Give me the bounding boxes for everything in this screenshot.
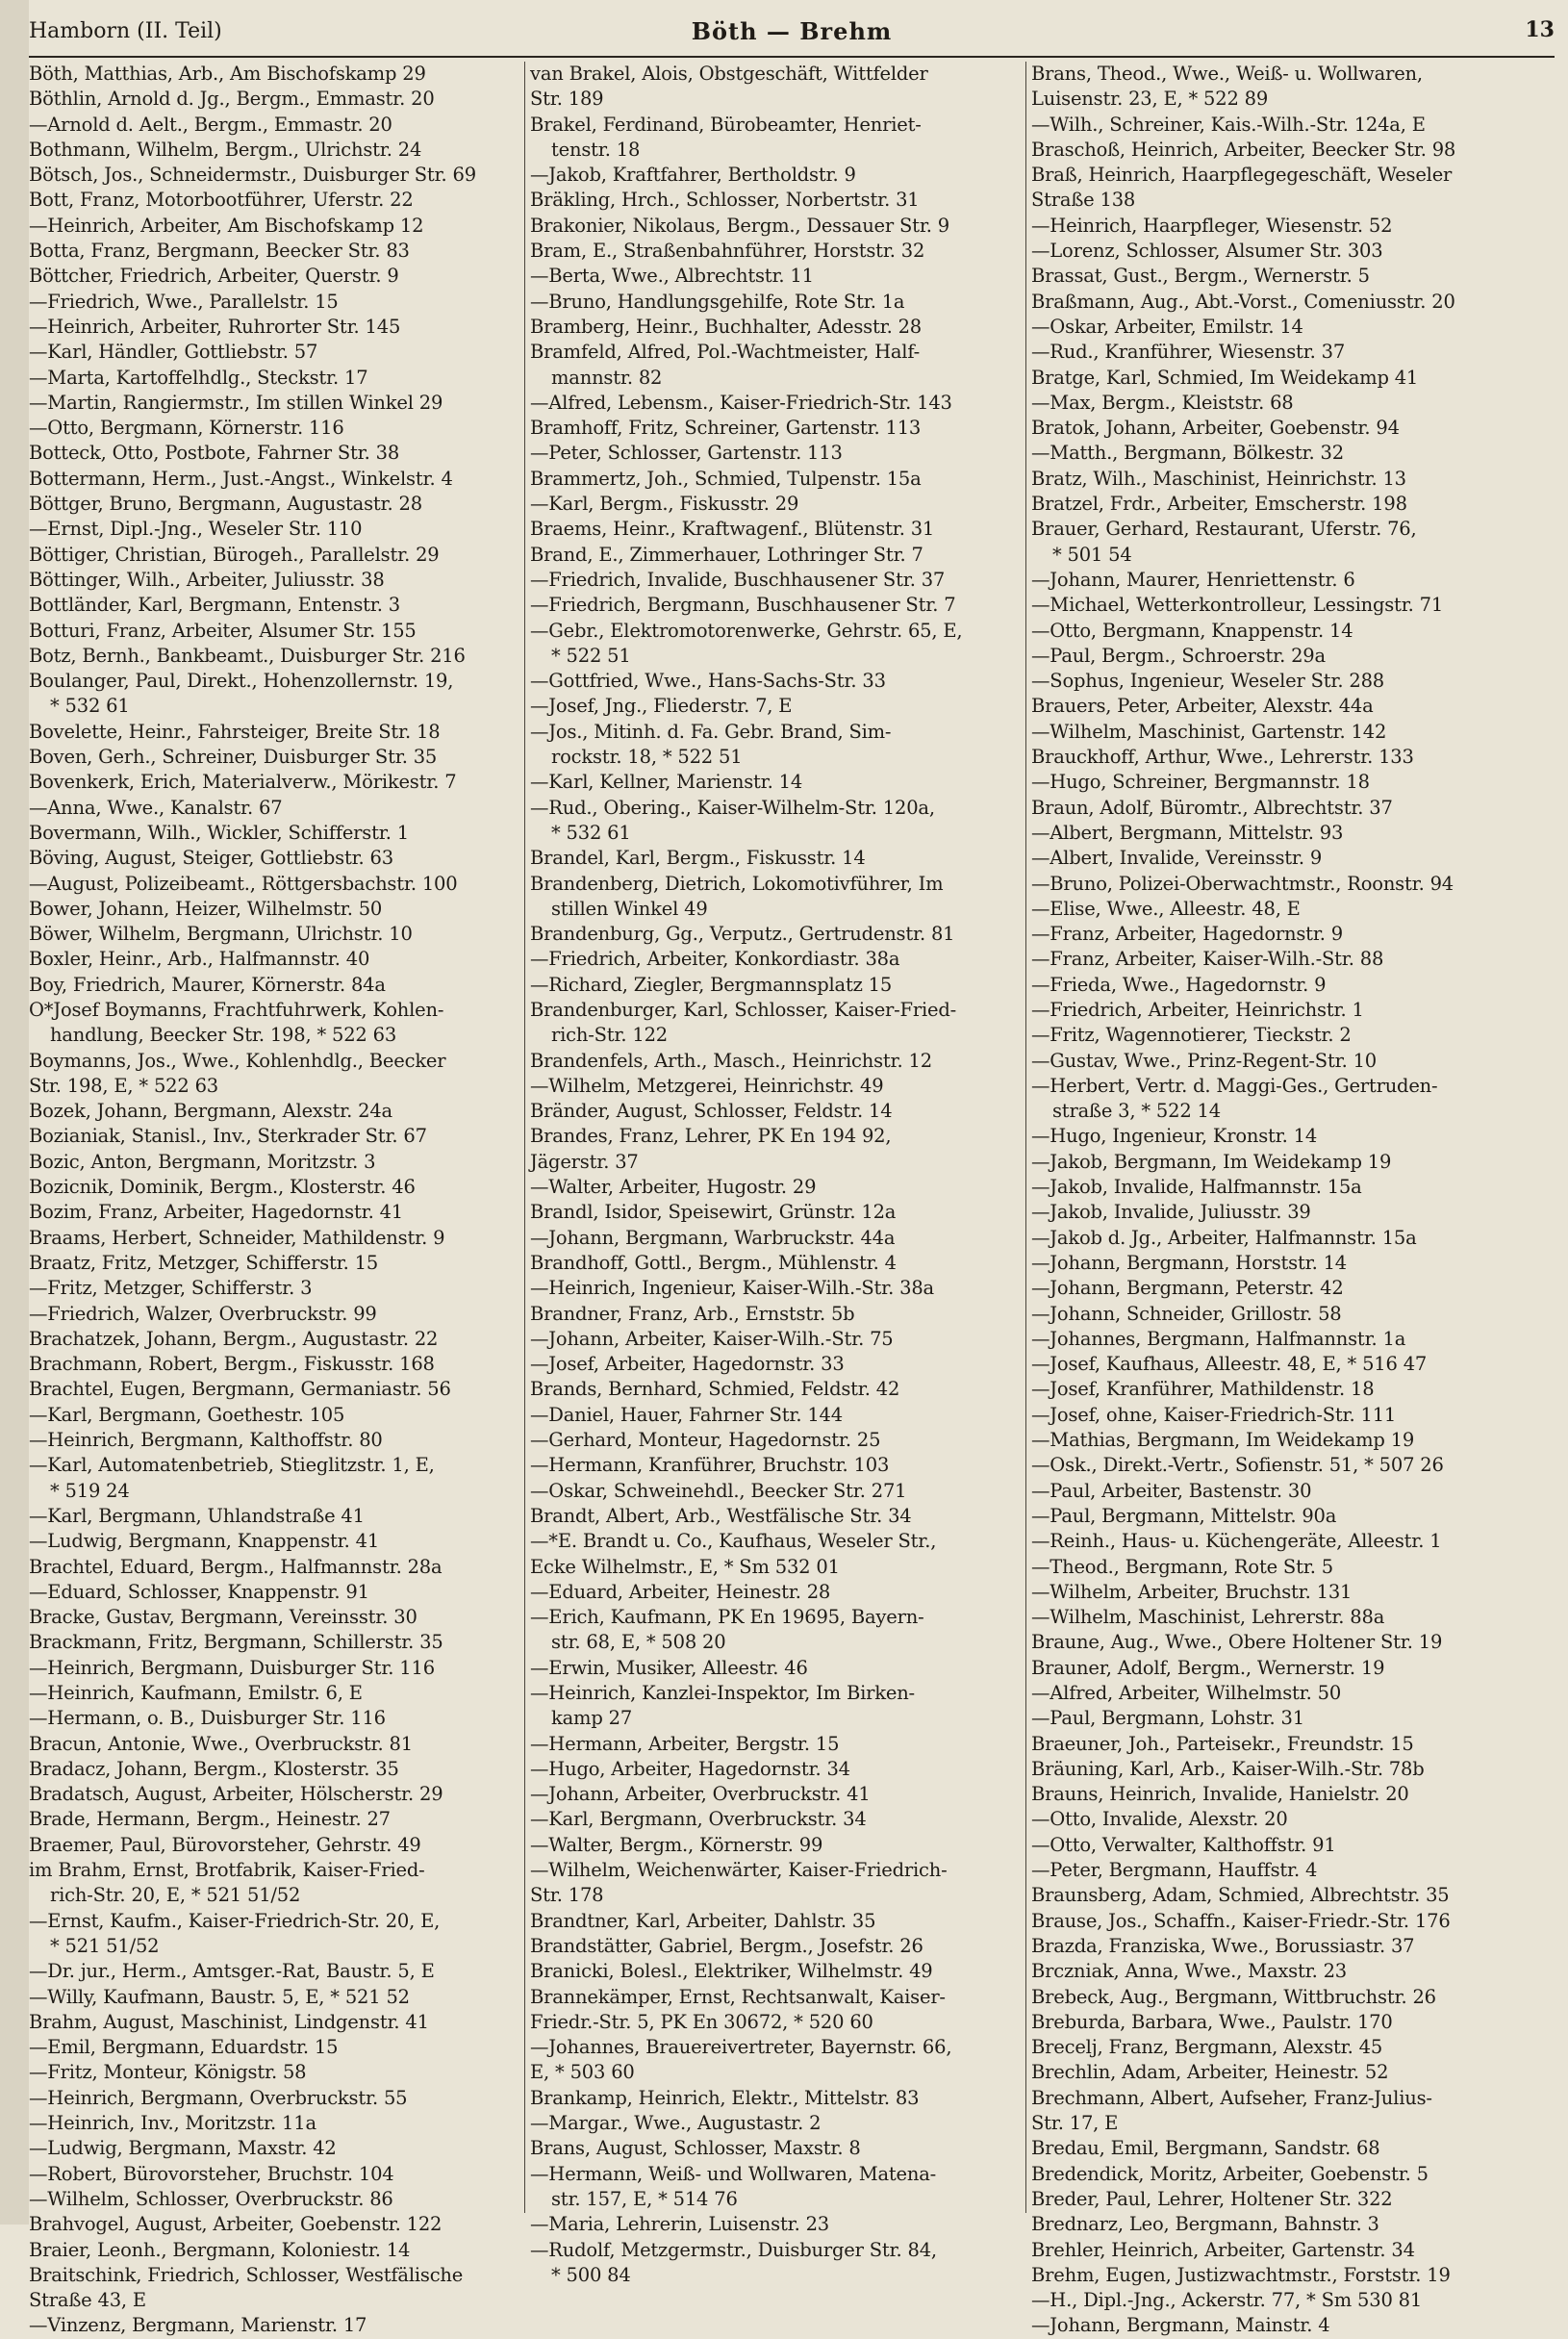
directory-entry: —Johann, Schneider, Grillostr. 58 xyxy=(1031,1302,1342,1325)
directory-entry: —*E. Brandt u. Co., Kaufhaus, Weseler Str., xyxy=(530,1530,937,1553)
directory-entry: —Karl, Bergmann, Uhlandstraße 41 xyxy=(29,1504,365,1527)
directory-entry: —Wilhelm, Maschinist, Lehrerstr. 88a xyxy=(1031,1606,1385,1629)
directory-entry: —Johannes, Brauereivertreter, Bayernstr. 66, xyxy=(530,2036,952,2059)
directory-entry: —Rud., Obering., Kaiser-Wilhelm-Str. 120a, xyxy=(530,796,935,819)
directory-entry: Str. 198, E, * 522 63 xyxy=(29,1074,218,1097)
directory-entry: * 532 61 xyxy=(50,695,130,718)
directory-entry: Brachtel, Eugen, Bergmann, Germaniastr. 56 xyxy=(29,1378,451,1401)
directory-entry: Brands, Bernhard, Schmied, Feldstr. 42 xyxy=(530,1378,900,1401)
directory-entry: Braßmann, Aug., Abt.-Vorst., Comeniusstr. 20 xyxy=(1031,290,1455,313)
header-rule xyxy=(29,56,1555,58)
directory-entry: —Johann, Arbeiter, Overbruckstr. 41 xyxy=(530,1783,871,1806)
column-1 xyxy=(29,62,520,2337)
directory-entry: —Osk., Direkt.-Vertr., Sofienstr. 51, * 507 26 xyxy=(1031,1454,1444,1477)
directory-entry: —Paul, Bergmann, Lohstr. 31 xyxy=(1031,1707,1304,1730)
directory-entry: Bovelette, Heinr., Fahrsteiger, Breite Str. 18 xyxy=(29,720,441,743)
directory-entry: Bratz, Wilh., Maschinist, Heinrichstr. 13 xyxy=(1031,467,1406,490)
directory-entry: —Hermann, Weiß- und Wollwaren, Matena- xyxy=(530,2162,937,2185)
directory-entry: rich-Str. 122 xyxy=(551,1024,669,1047)
directory-entry: —Berta, Wwe., Albrechtstr. 11 xyxy=(530,265,814,288)
directory-entry: Brachatzek, Johann, Bergm., Augustastr. 22 xyxy=(29,1327,439,1350)
directory-entry: str. 68, E, * 508 20 xyxy=(551,1631,726,1654)
directory-entry: tenstr. 18 xyxy=(551,138,641,161)
directory-entry: Brazda, Franziska, Wwe., Borussiastr. 37 xyxy=(1031,1934,1415,1957)
directory-entry: —Hugo, Ingenieur, Kronstr. 14 xyxy=(1031,1125,1318,1148)
directory-entry: Botta, Franz, Bergmann, Beecker Str. 83 xyxy=(29,240,410,263)
directory-entry: —Gottfried, Wwe., Hans-Sachs-Str. 33 xyxy=(530,670,886,693)
directory-entry: —Maria, Lehrerin, Luisenstr. 23 xyxy=(530,2213,829,2236)
directory-entry: Brade, Hermann, Bergm., Heinestr. 27 xyxy=(29,1808,391,1831)
directory-entry: —August, Polizeibeamt., Röttgersbachstr. 100 xyxy=(29,872,458,895)
directory-entry: —Reinh., Haus- u. Küchengeräte, Alleestr. 1 xyxy=(1031,1530,1442,1553)
directory-entry: Brednarz, Leo, Bergmann, Bahnstr. 3 xyxy=(1031,2213,1379,2236)
directory-entry: Brassat, Gust., Bergm., Wernerstr. 5 xyxy=(1031,265,1370,288)
directory-entry: Brackmann, Fritz, Bergmann, Schillerstr. 35 xyxy=(29,1631,443,1654)
directory-entry: —Otto, Invalide, Alexstr. 20 xyxy=(1031,1808,1288,1831)
directory-entry: Bovermann, Wilh., Wickler, Schifferstr. 1 xyxy=(29,821,409,844)
directory-entry: Bozek, Johann, Bergmann, Alexstr. 24a xyxy=(29,1100,392,1123)
directory-entry: —Karl, Automatenbetrieb, Stieglitzstr. 1, E, xyxy=(29,1454,435,1477)
directory-entry: —Karl, Kellner, Marienstr. 14 xyxy=(530,771,803,794)
directory-entry: Breder, Paul, Lehrer, Holtener Str. 322 xyxy=(1031,2187,1393,2210)
directory-entry: —Heinrich, Kanzlei-Inspektor, Im Birken- xyxy=(530,1682,915,1704)
directory-entry: Braemer, Paul, Bürovorsteher, Gehrstr. 49 xyxy=(29,1833,421,1856)
directory-entry: —Ludwig, Bergmann, Maxstr. 42 xyxy=(29,2137,337,2160)
page-header xyxy=(29,8,1555,52)
directory-entry: —Alfred, Lebensm., Kaiser-Friedrich-Str. 143 xyxy=(530,391,952,414)
directory-entry: —Johannes, Bergmann, Halfmannstr. 1a xyxy=(1031,1327,1406,1350)
directory-entry: —Robert, Bürovorsteher, Bruchstr. 104 xyxy=(29,2162,394,2185)
directory-entry: —Erwin, Musiker, Alleestr. 46 xyxy=(530,1656,808,1679)
directory-entry: Bozicnik, Dominik, Bergm., Klosterstr. 46 xyxy=(29,1176,416,1199)
directory-entry: Brahvogel, August, Arbeiter, Goebenstr. 122 xyxy=(29,2213,443,2236)
directory-entry: Braeuner, Joh., Parteisekr., Freundstr. 15 xyxy=(1031,1732,1414,1755)
directory-entry: —Theod., Bergmann, Rote Str. 5 xyxy=(1031,1555,1333,1578)
directory-entry: —Emil, Bergmann, Eduardstr. 15 xyxy=(29,2036,339,2059)
directory-entry: * 521 51/52 xyxy=(50,1934,160,1957)
directory-entry: —Heinrich, Bergmann, Kalthoffstr. 80 xyxy=(29,1429,383,1452)
directory-entry: —H., Dipl.-Jng., Ackerstr. 77, * Sm 530 81 xyxy=(1031,2289,1423,2312)
directory-entry: —Friedrich, Invalide, Buschhausener Str. 37 xyxy=(530,568,946,591)
directory-entry: Brechmann, Albert, Aufseher, Franz-Julius- xyxy=(1031,2086,1432,2109)
directory-entry: —Jos., Mitinh. d. Fa. Gebr. Brand, Sim- xyxy=(530,720,892,743)
directory-entry: —Friedrich, Arbeiter, Heinrichstr. 1 xyxy=(1031,998,1364,1021)
page-number: 13 xyxy=(1525,17,1555,42)
directory-entry: —Margar., Wwe., Augustastr. 2 xyxy=(530,2112,822,2135)
directory-entry: Bötsch, Jos., Schneidermstr., Duisburger Str. 69 xyxy=(29,164,476,187)
directory-entry: Böving, August, Steiger, Gottliebstr. 63 xyxy=(29,847,393,870)
directory-entry: —Karl, Händler, Gottliebstr. 57 xyxy=(29,341,318,364)
directory-entry: Brandstätter, Gabriel, Bergm., Josefstr. 26 xyxy=(530,1934,923,1957)
directory-entry: Brandenfels, Arth., Masch., Heinrichstr. 12 xyxy=(530,1049,932,1072)
directory-entry: —Heinrich, Bergmann, Duisburger Str. 116 xyxy=(29,1656,435,1679)
directory-entry: Brandes, Franz, Lehrer, PK En 194 92, xyxy=(530,1125,892,1148)
directory-entry: —Elise, Wwe., Alleestr. 48, E xyxy=(1031,897,1301,920)
directory-entry: —Walter, Bergm., Körnerstr. 99 xyxy=(530,1833,823,1856)
directory-entry: Brankamp, Heinrich, Elektr., Mittelstr. 83 xyxy=(530,2086,920,2109)
directory-entry: —Heinrich, Haarpfleger, Wiesenstr. 52 xyxy=(1031,214,1393,237)
directory-entry: —Peter, Bergmann, Hauffstr. 4 xyxy=(1031,1859,1318,1882)
directory-entry: Braschoß, Heinrich, Arbeiter, Beecker Str. 98 xyxy=(1031,138,1456,161)
directory-entry: Brand, E., Zimmerhauer, Lothringer Str. 7 xyxy=(530,543,923,566)
directory-entry: —Johann, Bergmann, Horststr. 14 xyxy=(1031,1251,1348,1274)
directory-entry: * 522 51 xyxy=(551,644,631,667)
directory-entry: —Johann, Bergmann, Mainstr. 4 xyxy=(1031,2314,1330,2337)
directory-entry: —Herbert, Vertr. d. Maggi-Ges., Gertruden- xyxy=(1031,1074,1438,1097)
directory-entry: Brebeck, Aug., Bergmann, Wittbruchstr. 26 xyxy=(1031,1985,1436,2008)
directory-entry: —Johann, Bergmann, Peterstr. 42 xyxy=(1031,1277,1344,1300)
directory-entry: Str. 189 xyxy=(530,88,604,111)
directory-entry: Brandenburg, Gg., Verputz., Gertrudenstr. 81 xyxy=(530,923,955,946)
directory-entry: Bredendick, Moritz, Arbeiter, Goebenstr. 5 xyxy=(1031,2162,1429,2185)
directory-entry: —Albert, Invalide, Vereinsstr. 9 xyxy=(1031,847,1323,870)
directory-entry: —Eduard, Arbeiter, Heinestr. 28 xyxy=(530,1580,831,1603)
directory-entry: —Sophus, Ingenieur, Weseler Str. 288 xyxy=(1031,670,1384,693)
directory-entry: —Oskar, Schweinehdl., Beecker Str. 271 xyxy=(530,1479,907,1502)
directory-entry: —Anna, Wwe., Kanalstr. 67 xyxy=(29,796,283,819)
directory-entry: —Ernst, Kaufm., Kaiser-Friedrich-Str. 20, E, xyxy=(29,1909,441,1932)
directory-entry: —Erich, Kaufmann, PK En 19695, Bayern- xyxy=(530,1606,924,1629)
directory-entry: Bredau, Emil, Bergmann, Sandstr. 68 xyxy=(1031,2137,1380,2160)
directory-entry: Bott, Franz, Motorbootführer, Uferstr. 22 xyxy=(29,189,414,212)
directory-entry: Braitschink, Friedrich, Schlosser, Westfälische xyxy=(29,2263,464,2286)
directory-entry: Bram, E., Straßenbahnführer, Horststr. 32 xyxy=(530,240,925,263)
directory-entry: —Franz, Arbeiter, Hagedornstr. 9 xyxy=(1031,923,1344,946)
directory-entry: Brczniak, Anna, Wwe., Maxstr. 23 xyxy=(1031,1960,1347,1983)
directory-entry: —Hermann, Kranführer, Bruchstr. 103 xyxy=(530,1454,890,1477)
directory-entry: —Frieda, Wwe., Hagedornstr. 9 xyxy=(1031,973,1327,996)
directory-entry: Brauckhoff, Arthur, Wwe., Lehrerstr. 133 xyxy=(1031,746,1414,769)
directory-entry: —Otto, Verwalter, Kalthoffstr. 91 xyxy=(1031,1833,1336,1856)
directory-entry: Böth, Matthias, Arb., Am Bischofskamp 29 xyxy=(29,63,426,85)
directory-entry: —Arnold d. Aelt., Bergm., Emmastr. 20 xyxy=(29,113,392,136)
directory-entry: Böthlin, Arnold d. Jg., Bergm., Emmastr. 20 xyxy=(29,88,435,111)
directory-entry: Bräkling, Hrch., Schlosser, Norbertstr. 31 xyxy=(530,189,920,212)
directory-entry: * 500 84 xyxy=(551,2263,631,2286)
directory-entry: Brannekämper, Ernst, Rechtsanwalt, Kaiser- xyxy=(530,1985,946,2008)
directory-entry: —Jakob, Kraftfahrer, Bertholdstr. 9 xyxy=(530,164,856,187)
directory-entry: Boven, Gerh., Schreiner, Duisburger Str. 35 xyxy=(29,746,438,769)
directory-entry: Botz, Bernh., Bankbeamt., Duisburger Str. 216 xyxy=(29,644,466,667)
directory-entry: Bozianiak, Stanisl., Inv., Sterkrader Str. 67 xyxy=(29,1125,427,1148)
directory-entry: Str. 178 xyxy=(530,1884,604,1907)
directory-entry: mannstr. 82 xyxy=(551,366,663,389)
directory-entry: —Heinrich, Arbeiter, Am Bischofskamp 12 xyxy=(29,214,424,237)
directory-entry: Bozim, Franz, Arbeiter, Hagedornstr. 41 xyxy=(29,1201,403,1224)
directory-entry: Branicki, Bolesl., Elektriker, Wilhelmstr. 49 xyxy=(530,1960,933,1983)
directory-entry: —Daniel, Hauer, Fahrner Str. 144 xyxy=(530,1403,843,1426)
directory-entry: —Wilhelm, Schlosser, Overbruckstr. 86 xyxy=(29,2187,393,2210)
directory-entry: —Friedrich, Bergmann, Buschhausener Str. 7 xyxy=(530,594,956,617)
directory-entry: Brandtner, Karl, Arbeiter, Dahlstr. 35 xyxy=(530,1909,876,1932)
directory-entry: —Wilhelm, Arbeiter, Bruchstr. 131 xyxy=(1031,1580,1353,1603)
directory-entry: Brakonier, Nikolaus, Bergm., Dessauer Str. 9 xyxy=(530,214,949,237)
directory-entry: —Gustav, Wwe., Prinz-Regent-Str. 10 xyxy=(1031,1049,1377,1072)
directory-entry: Böttiger, Christian, Bürogeh., Parallelstr. 29 xyxy=(29,543,440,566)
directory-entry: Braß, Heinrich, Haarpflegegeschäft, Weseler xyxy=(1031,164,1453,187)
directory-entry: Böttcher, Friedrich, Arbeiter, Querstr. 9 xyxy=(29,265,399,288)
directory-entry: —Willy, Kaufmann, Baustr. 5, E, * 521 52 xyxy=(29,1985,410,2008)
directory-entry: str. 157, E, * 514 76 xyxy=(551,2187,738,2210)
directory-entry: Brachmann, Robert, Bergm., Fiskusstr. 168 xyxy=(29,1353,435,1376)
directory-entry: —Martin, Rangiermstr., Im stillen Winkel 29 xyxy=(29,391,443,414)
directory-entry: —Dr. jur., Herm., Amtsger.-Rat, Baustr. 5, E xyxy=(29,1960,435,1983)
directory-entry: Brehler, Heinrich, Arbeiter, Gartenstr. 34 xyxy=(1031,2238,1415,2261)
directory-entry: —Max, Bergm., Kleiststr. 68 xyxy=(1031,391,1294,414)
directory-entry: Brauner, Adolf, Bergm., Wernerstr. 19 xyxy=(1031,1656,1385,1679)
directory-entry: van Brakel, Alois, Obstgeschäft, Wittfelder xyxy=(530,63,928,85)
directory-entry: Bratge, Karl, Schmied, Im Weidekamp 41 xyxy=(1031,366,1419,389)
directory-entry: Bratzel, Frdr., Arbeiter, Emscherstr. 198 xyxy=(1031,493,1407,516)
directory-entry: Bovenkerk, Erich, Materialverw., Mörikestr. 7 xyxy=(29,771,457,794)
directory-entry: Brause, Jos., Schaffn., Kaiser-Friedr.-Str. 176 xyxy=(1031,1909,1451,1932)
directory-entry: —Albert, Bergmann, Mittelstr. 93 xyxy=(1031,821,1344,844)
directory-entry: Boulanger, Paul, Direkt., Hohenzollernstr. 19, xyxy=(29,670,454,693)
directory-entry: Jägerstr. 37 xyxy=(530,1150,639,1173)
directory-entry: —Heinrich, Kaufmann, Emilstr. 6, E xyxy=(29,1682,363,1704)
directory-entry: —Hugo, Schreiner, Bergmannstr. 18 xyxy=(1031,771,1370,794)
directory-entry: Straße 138 xyxy=(1031,189,1136,212)
directory-entry: Brans, August, Schlosser, Maxstr. 8 xyxy=(530,2137,861,2160)
directory-entry: —Wilh., Schreiner, Kais.-Wilh.-Str. 124a, E xyxy=(1031,113,1426,136)
directory-entry: * 532 61 xyxy=(551,821,631,844)
directory-entry: —Gerhard, Monteur, Hagedornstr. 25 xyxy=(530,1429,881,1452)
header-name-range: Böth — Brehm xyxy=(691,17,893,45)
directory-entry: —Bruno, Handlungsgehilfe, Rote Str. 1a xyxy=(530,290,905,313)
directory-entry: Braems, Heinr., Kraftwagenf., Blütenstr. 31 xyxy=(530,518,935,541)
directory-entry: —Fritz, Monteur, Königstr. 58 xyxy=(29,2061,307,2084)
directory-entry: —Paul, Arbeiter, Bastenstr. 30 xyxy=(1031,1479,1312,1502)
directory-columns xyxy=(29,62,1555,2337)
directory-entry: Friedr.-Str. 5, PK En 30672, * 520 60 xyxy=(530,2010,873,2033)
directory-entry: Braier, Leonh., Bergmann, Koloniestr. 14 xyxy=(29,2238,411,2261)
directory-entry: —Bruno, Polizei-Oberwachtmstr., Roonstr. 94 xyxy=(1031,872,1454,895)
directory-entry: —Paul, Bergmann, Mittelstr. 90a xyxy=(1031,1504,1337,1527)
directory-entry: —Oskar, Arbeiter, Emilstr. 14 xyxy=(1031,315,1303,338)
directory-entry: —Gebr., Elektromotorenwerke, Gehrstr. 65, E, xyxy=(530,619,963,642)
directory-entry: —Fritz, Wagennotierer, Tieckstr. 2 xyxy=(1031,1024,1352,1047)
directory-entry: —Wilhelm, Maschinist, Gartenstr. 142 xyxy=(1031,720,1387,743)
directory-entry: Böwer, Wilhelm, Bergmann, Ulrichstr. 10 xyxy=(29,923,413,946)
directory-entry: Brakel, Ferdinand, Bürobeamter, Henriet- xyxy=(530,113,922,136)
directory-entry: rockstr. 18, * 522 51 xyxy=(551,746,743,769)
directory-entry: —Ernst, Dipl.-Jng., Weseler Str. 110 xyxy=(29,518,363,541)
column-2 xyxy=(530,62,1022,2286)
directory-entry: Bradatsch, August, Arbeiter, Hölscherstr. 29 xyxy=(29,1783,443,1806)
directory-entry: Braatz, Fritz, Metzger, Schifferstr. 15 xyxy=(29,1251,379,1274)
directory-entry: Bramfeld, Alfred, Pol.-Wachtmeister, Half- xyxy=(530,341,921,364)
directory-entry: —Jakob, Bergmann, Im Weidekamp 19 xyxy=(1031,1150,1392,1173)
directory-entry: handlung, Beecker Str. 198, * 522 63 xyxy=(50,1024,397,1047)
directory-entry: —Richard, Ziegler, Bergmannsplatz 15 xyxy=(530,973,893,996)
directory-entry: Bramhoff, Fritz, Schreiner, Gartenstr. 113 xyxy=(530,417,922,440)
directory-entry: —Karl, Bergmann, Overbruckstr. 34 xyxy=(530,1808,867,1831)
directory-entry: Bramberg, Heinr., Buchhalter, Adesstr. 28 xyxy=(530,315,922,338)
directory-entry: —Wilhelm, Weichenwärter, Kaiser-Friedrich- xyxy=(530,1859,948,1882)
directory-entry: —Otto, Bergmann, Knappenstr. 14 xyxy=(1031,619,1353,642)
directory-entry: Brandel, Karl, Bergm., Fiskusstr. 14 xyxy=(530,847,866,870)
directory-entry: —Friedrich, Wwe., Parallelstr. 15 xyxy=(29,290,339,313)
directory-entry: straße 3, * 522 14 xyxy=(1052,1100,1221,1123)
directory-entry: kamp 27 xyxy=(551,1707,633,1730)
directory-entry: Bottländer, Karl, Bergmann, Entenstr. 3 xyxy=(29,594,400,617)
directory-entry: Bradacz, Johann, Bergm., Klosterstr. 35 xyxy=(29,1757,399,1780)
directory-entry: —Rud., Kranführer, Wiesenstr. 37 xyxy=(1031,341,1346,364)
directory-entry: Bratok, Johann, Arbeiter, Goebenstr. 94 xyxy=(1031,417,1400,440)
directory-entry: O*Josef Boymanns, Frachtfuhrwerk, Kohlen- xyxy=(29,998,444,1021)
directory-entry: Brandt, Albert, Arb., Westfälische Str. 34 xyxy=(530,1504,912,1527)
directory-entry: Brandhoff, Gottl., Bergm., Mühlenstr. 4 xyxy=(530,1251,897,1274)
directory-entry: Ecke Wilhelmstr., E, * Sm 532 01 xyxy=(530,1555,840,1578)
directory-entry: —Eduard, Schlosser, Knappenstr. 91 xyxy=(29,1580,369,1603)
directory-entry: —Lorenz, Schlosser, Alsumer Str. 303 xyxy=(1031,240,1383,263)
directory-entry: —Hugo, Arbeiter, Hagedornstr. 34 xyxy=(530,1757,850,1780)
directory-entry: Brecelj, Franz, Bergmann, Alexstr. 45 xyxy=(1031,2036,1383,2059)
column-3 xyxy=(1031,62,1523,2337)
directory-entry: Böttinger, Wilh., Arbeiter, Juliusstr. 38 xyxy=(29,568,385,591)
directory-entry: —Hermann, Arbeiter, Bergstr. 15 xyxy=(530,1732,840,1755)
directory-entry: —Johann, Bergmann, Warbruckstr. 44a xyxy=(530,1226,896,1249)
directory-entry: Brandenburger, Karl, Schlosser, Kaiser-Fried- xyxy=(530,998,957,1021)
left-margin-strip xyxy=(0,0,29,2225)
directory-entry: Boxler, Heinr., Arb., Halfmannstr. 40 xyxy=(29,948,370,971)
directory-entry: Bothmann, Wilhelm, Bergm., Ulrichstr. 24 xyxy=(29,138,422,161)
directory-entry: —Paul, Bergm., Schroerstr. 29a xyxy=(1031,644,1326,667)
directory-entry: Brandner, Franz, Arb., Ernststr. 5b xyxy=(530,1302,855,1325)
directory-entry: Boymanns, Jos., Wwe., Kohlenhdlg., Beecker xyxy=(29,1049,446,1072)
directory-entry: —Peter, Schlosser, Gartenstr. 113 xyxy=(530,442,843,465)
directory-entry: * 519 24 xyxy=(50,1479,130,1502)
directory-entry: Bränder, August, Schlosser, Feldstr. 14 xyxy=(530,1100,893,1123)
directory-entry: —Vinzenz, Bergmann, Marienstr. 17 xyxy=(29,2314,367,2337)
directory-entry: Bozic, Anton, Bergmann, Moritzstr. 3 xyxy=(29,1150,376,1173)
directory-entry: —Heinrich, Bergmann, Overbruckstr. 55 xyxy=(29,2086,408,2109)
directory-entry: Brehm, Eugen, Justizwachtmstr., Forststr. 19 xyxy=(1031,2263,1451,2286)
directory-entry: Luisenstr. 23, E, * 522 89 xyxy=(1031,88,1269,111)
directory-entry: —Wilhelm, Metzgerei, Heinrichstr. 49 xyxy=(530,1074,884,1097)
directory-entry: Brauer, Gerhard, Restaurant, Uferstr. 76, xyxy=(1031,518,1417,541)
directory-entry: —Josef, Jng., Fliederstr. 7, E xyxy=(530,695,793,718)
directory-entry: —Jakob d. Jg., Arbeiter, Halfmannstr. 15a xyxy=(1031,1226,1417,1249)
directory-entry: —Mathias, Bergmann, Im Weidekamp 19 xyxy=(1031,1429,1415,1452)
directory-entry: —Fritz, Metzger, Schifferstr. 3 xyxy=(29,1277,313,1300)
directory-entry: Brandenberg, Dietrich, Lokomotivführer, Im xyxy=(530,872,944,895)
directory-entry: * 501 54 xyxy=(1052,543,1132,566)
directory-entry: —Josef, Kaufhaus, Alleestr. 48, E, * 516 47 xyxy=(1031,1353,1428,1376)
directory-entry: rich-Str. 20, E, * 521 51/52 xyxy=(50,1884,301,1907)
directory-entry: Braune, Aug., Wwe., Obere Holtener Str. 19 xyxy=(1031,1631,1443,1654)
directory-entry: Braun, Adolf, Büromtr., Albrechtstr. 37 xyxy=(1031,796,1393,819)
directory-entry: Brans, Theod., Wwe., Weiß- u. Wollwaren, xyxy=(1031,63,1423,85)
directory-entry: Bräuning, Karl, Arb., Kaiser-Wilh.-Str. 78b xyxy=(1031,1757,1425,1780)
directory-entry: Böttger, Bruno, Bergmann, Augustastr. 28 xyxy=(29,493,422,516)
directory-entry: Brammertz, Joh., Schmied, Tulpenstr. 15a xyxy=(530,467,922,490)
directory-entry: —Heinrich, Arbeiter, Ruhrorter Str. 145 xyxy=(29,315,401,338)
directory-entry: Bottermann, Herm., Just.-Angst., Winkelstr. 4 xyxy=(29,467,453,490)
directory-entry: —Rudolf, Metzgermstr., Duisburger Str. 84, xyxy=(530,2238,937,2261)
directory-entry: —Franz, Arbeiter, Kaiser-Wilh.-Str. 88 xyxy=(1031,948,1384,971)
directory-entry: —Josef, Kranführer, Mathildenstr. 18 xyxy=(1031,1378,1375,1401)
directory-entry: Bracke, Gustav, Bergmann, Vereinsstr. 30 xyxy=(29,1606,417,1629)
directory-entry: —Heinrich, Inv., Moritzstr. 11a xyxy=(29,2112,316,2135)
directory-entry: —Friedrich, Walzer, Overbruckstr. 99 xyxy=(29,1302,377,1325)
directory-entry: Botteck, Otto, Postbote, Fahrner Str. 38 xyxy=(29,442,400,465)
directory-entry: Brauns, Heinrich, Invalide, Hanielstr. 20 xyxy=(1031,1783,1409,1806)
directory-entry: —Alfred, Arbeiter, Wilhelmstr. 50 xyxy=(1031,1682,1342,1704)
directory-entry: E, * 503 60 xyxy=(530,2061,635,2084)
directory-entry: —Friedrich, Arbeiter, Konkordiastr. 38a xyxy=(530,948,900,971)
directory-entry: —Ludwig, Bergmann, Knappenstr. 41 xyxy=(29,1530,380,1553)
directory-entry: Braams, Herbert, Schneider, Mathildenstr. 9 xyxy=(29,1226,445,1249)
directory-entry: —Marta, Kartoffelhdlg., Steckstr. 17 xyxy=(29,366,368,389)
directory-entry: Bower, Johann, Heizer, Wilhelmstr. 50 xyxy=(29,897,383,920)
directory-entry: Straße 43, E xyxy=(29,2289,146,2312)
directory-entry: —Walter, Arbeiter, Hugostr. 29 xyxy=(530,1176,817,1199)
directory-entry: im Brahm, Ernst, Brotfabrik, Kaiser-Fried- xyxy=(29,1859,425,1882)
directory-entry: —Jakob, Invalide, Juliusstr. 39 xyxy=(1031,1201,1311,1224)
directory-entry: Brechlin, Adam, Arbeiter, Heinestr. 52 xyxy=(1031,2061,1389,2084)
directory-entry: Braunsberg, Adam, Schmied, Albrechtstr. 35 xyxy=(1031,1884,1450,1907)
directory-entry: —Heinrich, Ingenieur, Kaiser-Wilh.-Str. 38a xyxy=(530,1277,934,1300)
directory-entry: Brachtel, Eduard, Bergm., Halfmannstr. 28a xyxy=(29,1555,443,1578)
directory-entry: —Johann, Arbeiter, Kaiser-Wilh.-Str. 75 xyxy=(530,1327,894,1350)
directory-entry: Botturi, Franz, Arbeiter, Alsumer Str. 155 xyxy=(29,619,417,642)
column-divider xyxy=(1025,62,1026,2213)
directory-entry: —Josef, Arbeiter, Hagedornstr. 33 xyxy=(530,1353,845,1376)
column-divider xyxy=(524,62,525,2213)
directory-entry: —Hermann, o. B., Duisburger Str. 116 xyxy=(29,1707,386,1730)
directory-entry: —Josef, ohne, Kaiser-Friedrich-Str. 111 xyxy=(1031,1403,1397,1426)
directory-entry: Bracun, Antonie, Wwe., Overbruckstr. 81 xyxy=(29,1732,413,1755)
directory-entry: Str. 17, E xyxy=(1031,2112,1119,2135)
directory-entry: —Karl, Bergm., Fiskusstr. 29 xyxy=(530,493,799,516)
directory-entry: —Johann, Maurer, Henriettenstr. 6 xyxy=(1031,568,1355,591)
directory-entry: Breburda, Barbara, Wwe., Paulstr. 170 xyxy=(1031,2010,1393,2033)
directory-entry: Brahm, August, Maschinist, Lindgenstr. 41 xyxy=(29,2010,429,2033)
directory-entry: —Michael, Wetterkontrolleur, Lessingstr. 71 xyxy=(1031,594,1444,617)
directory-entry: Boy, Friedrich, Maurer, Körnerstr. 84a xyxy=(29,973,386,996)
directory-entry: —Otto, Bergmann, Körnerstr. 116 xyxy=(29,417,344,440)
directory-entry: stillen Winkel 49 xyxy=(551,897,708,920)
directory-entry: Brauers, Peter, Arbeiter, Alexstr. 44a xyxy=(1031,695,1374,718)
directory-entry: —Karl, Bergmann, Goethestr. 105 xyxy=(29,1403,345,1426)
directory-entry: —Jakob, Invalide, Halfmannstr. 15a xyxy=(1031,1176,1362,1199)
directory-entry: —Matth., Bergmann, Bölkestr. 32 xyxy=(1031,442,1344,465)
directory-entry: Brandl, Isidor, Speisewirt, Grünstr. 12a xyxy=(530,1201,897,1224)
header-location: Hamborn (II. Teil) xyxy=(29,19,222,43)
